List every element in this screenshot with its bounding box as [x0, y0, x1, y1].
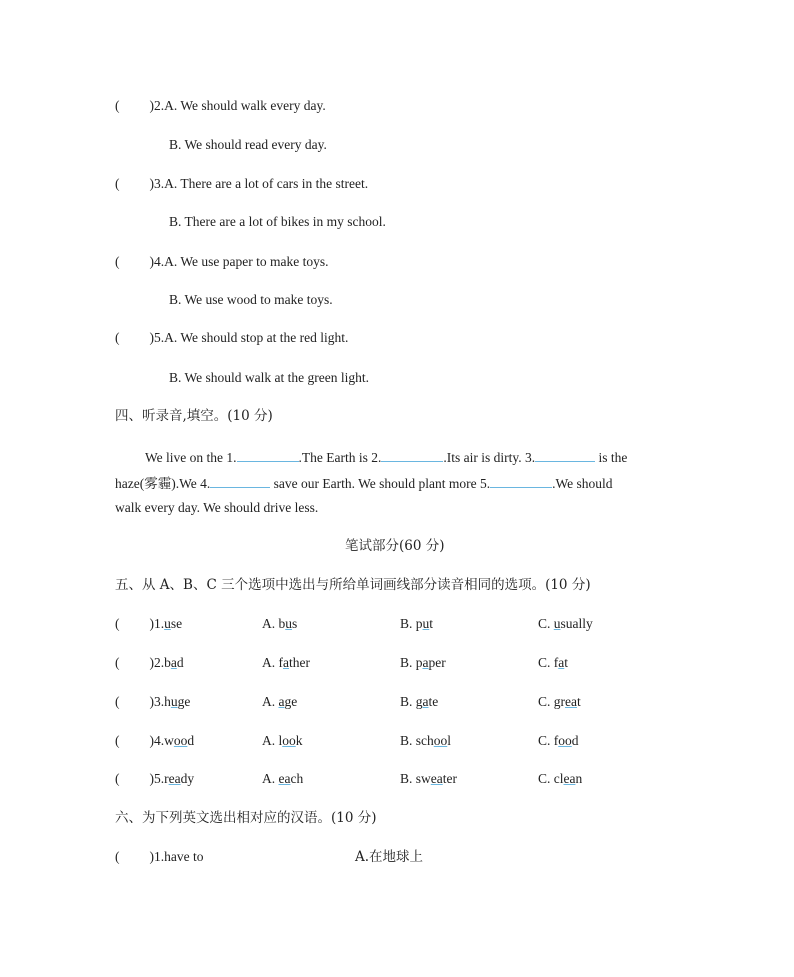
- section-5-heading: 五、从 A、B、C 三个选项中选出与所给单词画线部分读音相同的选项。(10 分): [115, 577, 591, 593]
- s5-row-4-option-a[interactable]: A. look: [262, 733, 303, 748]
- s5-row-3-word: ( )3.huge: [115, 694, 191, 709]
- s5-row-4-option-b[interactable]: B. school: [400, 733, 452, 748]
- question-2b: B. We should read every day.: [169, 137, 327, 152]
- question-4a: ( )4.A. We use paper to make toys.: [115, 254, 329, 269]
- fill-line-2: haze(雾霾).We 4. save our Earth. We should plant more 5. .We should: [115, 473, 613, 493]
- s6-row-1-english: ( )1.have to: [115, 849, 204, 864]
- question-5b: B. We should walk at the green light.: [169, 370, 370, 385]
- question-5a: ( )5.A. We should stop at the red light.: [115, 330, 349, 345]
- question-3a: ( )3.A. There are a lot of cars in the street.: [115, 176, 369, 191]
- s5-row-2-option-b[interactable]: B. paper: [400, 655, 446, 670]
- s5-row-1-word: ( )1.use: [115, 616, 183, 631]
- s5-row-1-option-c[interactable]: C. usually: [538, 616, 593, 631]
- blank-1[interactable]: [237, 447, 299, 462]
- section-4-heading: 四、听录音,填空。(10 分): [115, 408, 273, 424]
- s5-row-4-option-c[interactable]: C. food: [538, 733, 579, 748]
- s5-row-4-word: ( )4.wood: [115, 733, 195, 748]
- s5-row-1-option-a[interactable]: A. bus: [262, 616, 298, 631]
- blank-3[interactable]: [535, 447, 595, 462]
- s5-row-2-word: ( )2.bad: [115, 655, 184, 670]
- blank-4[interactable]: [210, 473, 270, 488]
- question-3b: B. There are a lot of bikes in my school.: [169, 214, 386, 229]
- fill-line-3: walk every day. We should drive less.: [115, 500, 319, 515]
- question-4b: B. We use wood to make toys.: [169, 292, 333, 307]
- s5-row-5-option-b[interactable]: B. sweater: [400, 771, 457, 786]
- s5-row-5-option-c[interactable]: C. clean: [538, 771, 583, 786]
- written-part-heading: 笔试部分(60 分): [345, 538, 445, 554]
- s5-row-3-option-b[interactable]: B. gate: [400, 694, 439, 709]
- s5-row-5-word: ( )5.ready: [115, 771, 195, 786]
- blank-2[interactable]: [381, 447, 443, 462]
- s5-row-3-option-c[interactable]: C. great: [538, 694, 581, 709]
- fill-line-1: We live on the 1. .The Earth is 2. .Its air is dirty. 3. is the: [145, 447, 627, 467]
- s5-row-2-option-c[interactable]: C. fat: [538, 655, 569, 670]
- s5-row-2-option-a[interactable]: A. father: [262, 655, 310, 670]
- blank-5[interactable]: [490, 473, 552, 488]
- s5-row-1-option-b[interactable]: B. put: [400, 616, 434, 631]
- s5-row-5-option-a[interactable]: A. each: [262, 771, 304, 786]
- question-2a: ( )2.A. We should walk every day.: [115, 98, 326, 113]
- s5-row-3-option-a[interactable]: A. age: [262, 694, 298, 709]
- section-6-heading: 六、为下列英文选出相对应的汉语。(10 分): [115, 810, 377, 826]
- s6-row-1-chinese[interactable]: A.在地球上: [355, 849, 424, 865]
